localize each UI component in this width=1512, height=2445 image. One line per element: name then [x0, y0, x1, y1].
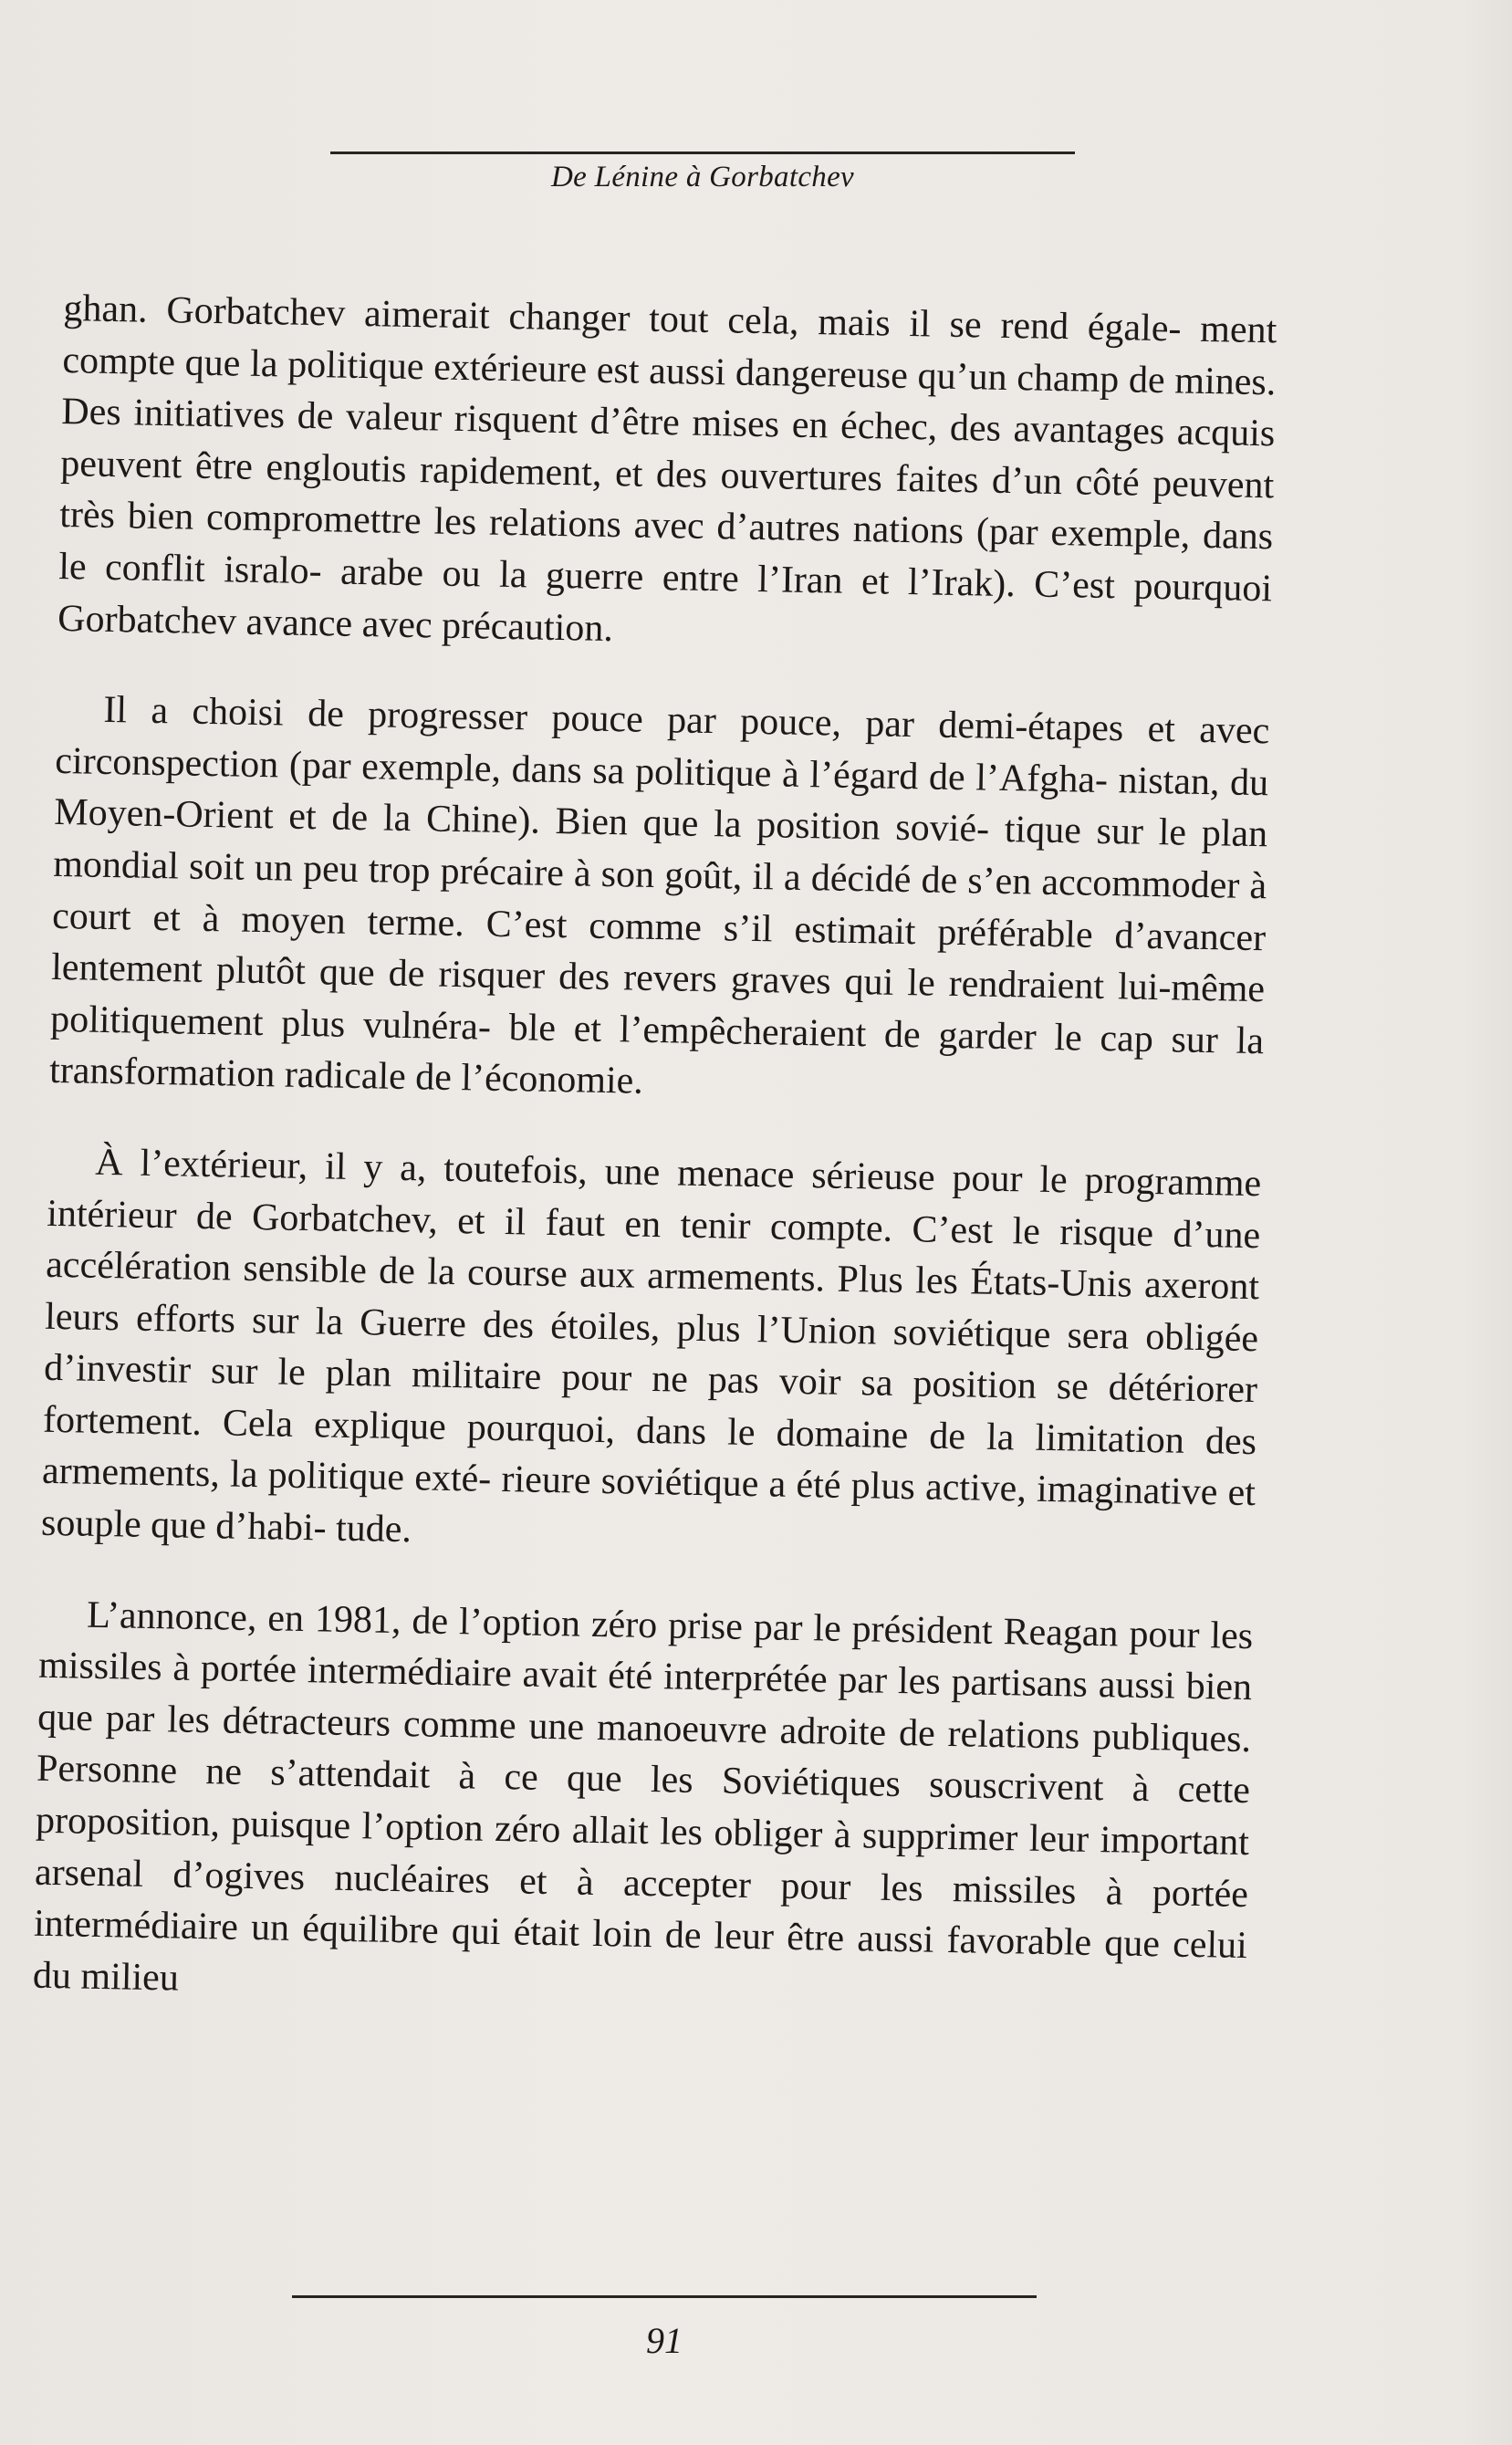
paragraph-3: À l’extérieur, il y a, toutefois, une menace sérieuse pour le programme intérieur de Gorbatchev, et il faut en tenir compte. C’est le risque d’une accélération sensible de la course aux armements. Plus les États-Unis axeront leurs efforts sur la Guerre des étoiles, plus l’Union soviétique sera obligée d’investir sur le plan militaire pour ne pas voir sa position se détériorer fortement. Cela explique pourquoi, dans le domaine de la limitation des armements, la politique exté- rieure soviétique a été plus active, imaginative et souple que d’habi- tude. — [40, 1141, 1262, 1552]
page-number: 91 — [646, 2320, 683, 2361]
paragraph-1: ghan. Gorbatchev aimerait changer tout cela, mais il se rend égale- ment compte que la politique extérieure est aussi dangereuse qu’un champ de mines. Des initiatives de valeur risquent d’être mises en échec, des avantages acquis peuvent être engloutis rapidement, et des ouvertures faites d’un côté peuvent très bien compromettre les relations avec d’autres nations (par exemple, dans le conflit isralo- arabe ou la guerre entre l’Iran et l’Irak). C’est pourquoi Gorbatchev avance avec précaution. — [57, 287, 1277, 650]
body-text — [32, 283, 1277, 2023]
page-edge-shadow — [1460, 0, 1512, 2445]
paragraph-2: Il a choisi de progresser pouce par pouce, par demi-étapes et avec circonspection (par exemple, dans sa politique à l’égard de l’Afgha- nistan, du Moyen-Orient et de la Chine). Bien que la position sovié- tique sur le plan mondial soit un peu trop précaire à son goût, il a décidé de s’en accommoder à court et à moyen terme. C’est comme s’il estimait préférable d’avancer lentement plutôt que de risquer des revers graves qui le rendraient lui-même politiquement plus vulnéra- ble et l’empêcheraient de garder le cap sur la transformation radicale de l’économie. — [48, 689, 1270, 1103]
header-rule — [330, 152, 1075, 154]
paragraph-4: L’annonce, en 1981, de l’option zéro prise par le président Reagan pour les missiles à portée intermédiaire avait été interprétée par les partisans aussi bien que par les détracteurs comme une manoeuvre adroite de relations publiques. Personne ne s’attendait à ce que les Soviétiques souscrivent à cette proposition, puisque l’option zéro allait les obliger à supprimer leur important arsenal d’ogives nucléaires et à accepter pour les missiles à portée intermédiaire un équilibre qui était loin de leur être aussi favorable que celui du milieu — [32, 1593, 1254, 2000]
footer-rule — [292, 2295, 1037, 2298]
running-head: De Lénine à Gorbatchev — [551, 161, 854, 193]
